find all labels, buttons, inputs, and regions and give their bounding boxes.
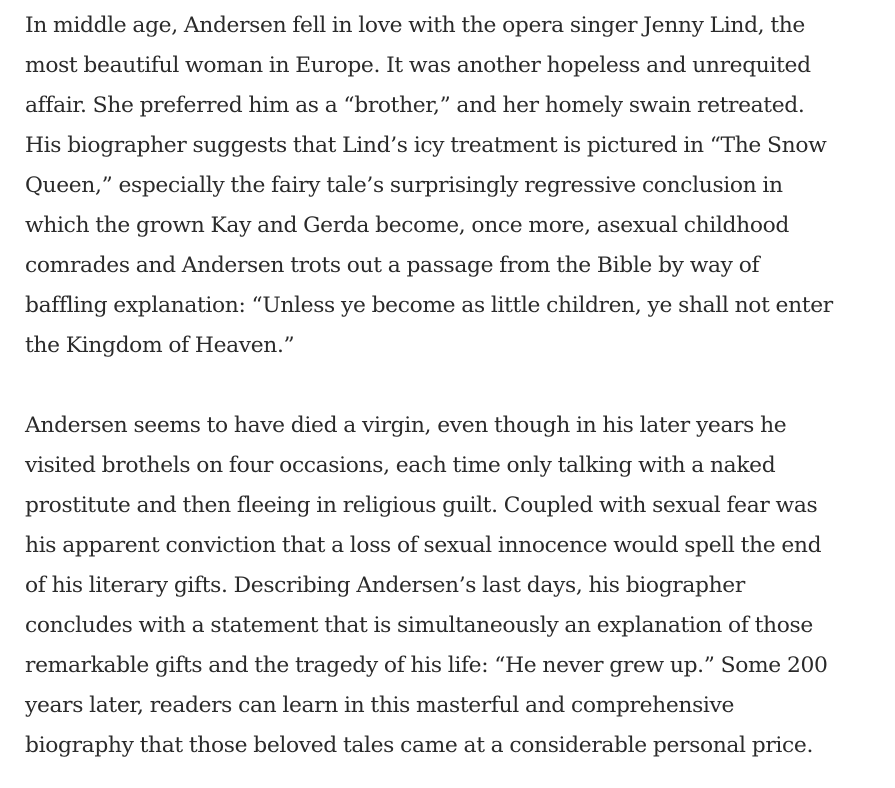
text-line: visited brothels on four occasions, each time only talking with a naked (25, 453, 776, 478)
text-line: In middle age, Andersen fell in love with the opera singer Jenny Lind, the (25, 13, 805, 38)
paragraph-2 (25, 406, 887, 766)
text-line: Queen,” especially the fairy tale’s surprisingly regressive conclusion in (25, 173, 783, 198)
text-line: the Kingdom of Heaven.” (25, 333, 295, 358)
text-line: years later, readers can learn in this masterful and comprehensive (25, 693, 735, 718)
paragraph-1 (25, 6, 887, 366)
text-line: Andersen seems to have died a virgin, even though in his later years he (25, 413, 787, 438)
article-body (25, 6, 887, 766)
text-line: baffling explanation: “Unless ye become as little children, ye shall not enter (25, 293, 833, 318)
text-line: which the grown Kay and Gerda become, once more, asexual childhood (25, 213, 789, 238)
text-line: biography that those beloved tales came at a considerable personal price. (25, 733, 814, 758)
text-line: His biographer suggests that Lind’s icy treatment is pictured in “The Snow (25, 133, 827, 158)
text-line: prostitute and then fleeing in religious guilt. Coupled with sexual fear was (25, 493, 818, 518)
text-line: concludes with a statement that is simultaneously an explanation of those (25, 613, 813, 638)
text-line: comrades and Andersen trots out a passage from the Bible by way of (25, 253, 760, 278)
text-line: affair. She preferred him as a “brother,” and her homely swain retreated. (25, 93, 805, 118)
text-line: his apparent conviction that a loss of sexual innocence would spell the end (25, 533, 822, 558)
text-line: most beautiful woman in Europe. It was another hopeless and unrequited (25, 53, 811, 78)
text-line: remarkable gifts and the tragedy of his life: “He never grew up.” Some 200 (25, 653, 828, 678)
text-line: of his literary gifts. Describing Andersen’s last days, his biographer (25, 573, 745, 598)
